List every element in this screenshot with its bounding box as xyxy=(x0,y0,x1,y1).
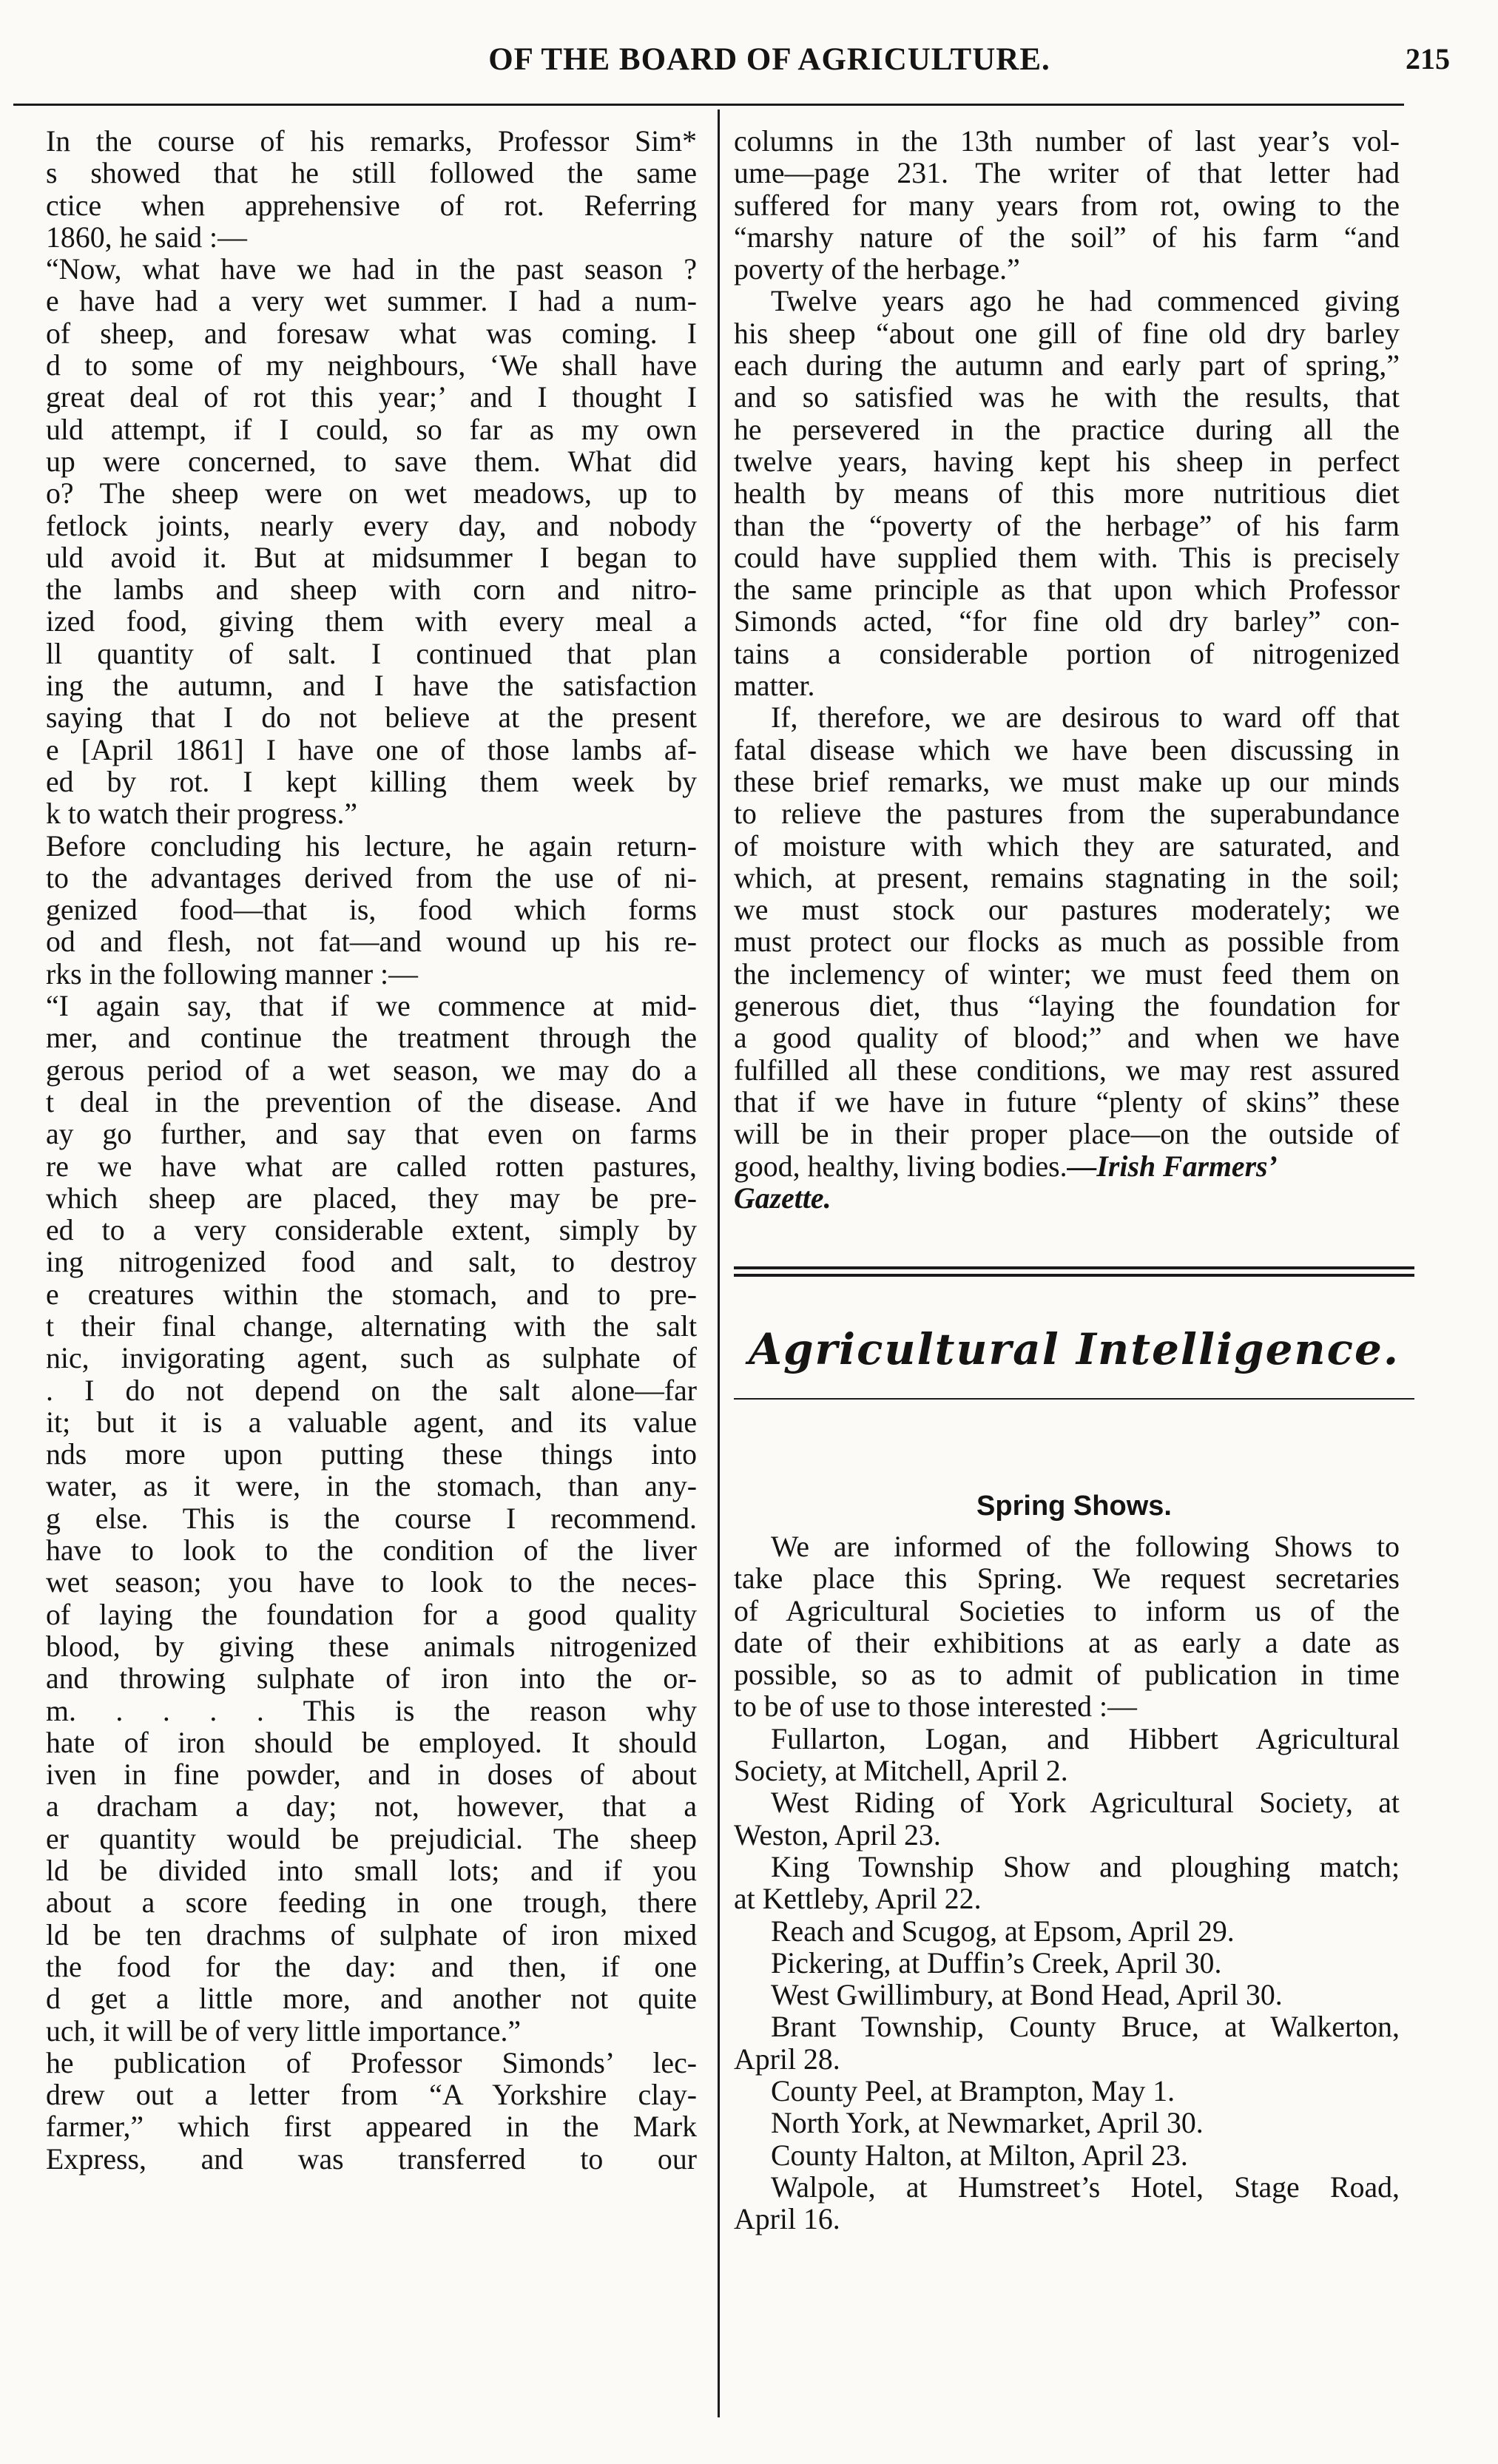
text-line: uld attempt, if I could, so far as my own xyxy=(46,413,697,446)
text-line: We are informed of the following Shows to xyxy=(771,1530,1400,1563)
text-line: blood, by giving these animals nitrogenized xyxy=(46,1630,697,1663)
text-line: saying that I do not believe at the present xyxy=(46,701,697,735)
text-line: uld avoid it. But at midsummer I began to xyxy=(46,541,697,574)
text-line: these brief remarks, we must make up our minds xyxy=(734,765,1400,798)
text-line: g else. This is the course I recommend. xyxy=(46,1502,697,1535)
text-line: and so satisfied was he with the results, that xyxy=(734,381,1400,414)
text-line: s showed that he still followed the same xyxy=(46,157,697,190)
text-line: In the course of his remarks, Professor Sim* xyxy=(46,125,697,158)
text-line: od and flesh, not fat—and wound up his re- xyxy=(46,925,697,959)
text-line: water, as it were, in the stomach, than any- xyxy=(46,1470,697,1503)
text-line: farmer,” which first appeared in the Mark xyxy=(46,2110,697,2144)
section-rule-bottom xyxy=(734,1274,1414,1277)
text-line: the same principle as that upon which Professor xyxy=(734,573,1400,607)
text-line: County Peel, at Brampton, May 1. xyxy=(771,2075,1175,2108)
text-line: ll quantity of salt. I continued that plan xyxy=(46,637,697,670)
section-rule-top xyxy=(734,1266,1414,1269)
text-line: e have had a very wet summer. I had a num- xyxy=(46,285,697,318)
text-line: fatal disease which we have been discussing in xyxy=(734,733,1400,766)
text-line: a dracham a day; not, however, that a xyxy=(46,1790,697,1823)
text-line: which, at present, remains stagnating in the soil; xyxy=(734,861,1400,894)
text-line: mer, and continue the treatment through the xyxy=(46,1022,697,1055)
text-line: he persevered in the practice during all the xyxy=(734,413,1400,446)
text-line: he publication of Professor Simonds’ lec- xyxy=(46,2046,697,2079)
text-line: than the “poverty of the herbage” of his farm xyxy=(734,509,1400,542)
text-line: twelve years, having kept his sheep in perfect xyxy=(734,445,1400,478)
text-line: each during the autumn and early part of spring,” xyxy=(734,349,1400,382)
subheading: Spring Shows. xyxy=(976,1491,1172,1522)
text-line: ld be divided into small lots; and if you xyxy=(46,1854,697,1888)
source-credit: —Irish Farmers’ xyxy=(1067,1150,1278,1183)
text-line: d get a little more, and another not quite xyxy=(46,1982,697,2016)
text-line: have to look to the condition of the liver xyxy=(46,1534,697,1567)
text-line: generous diet, thus “laying the foundation for xyxy=(734,990,1400,1023)
text-line: of sheep, and foresaw what was coming. I xyxy=(46,317,697,350)
page-header xyxy=(44,36,1450,95)
text-line: ctice when apprehensive of rot. Referring xyxy=(46,189,697,222)
text-line: take place this Spring. We request secretaries xyxy=(734,1562,1400,1596)
text-line: could have supplied them with. This is precisely xyxy=(734,541,1400,574)
text-line: Gazette. xyxy=(734,1181,831,1215)
text-line: date of their exhibitions at as early a date as xyxy=(734,1626,1400,1659)
text-line: it; but it is a valuable agent, and its value xyxy=(46,1405,697,1439)
text-line: “Now, what have we had in the past season ? xyxy=(46,253,697,286)
text-line: t their final change, alternating with the salt xyxy=(46,1309,697,1343)
text-line: a good quality of blood;” and when we have xyxy=(734,1022,1400,1055)
text-line: ld be ten drachms of sulphate of iron mixed xyxy=(46,1918,697,1951)
text-line: hate of iron should be employed. It should xyxy=(46,1726,697,1759)
running-title: OF THE BOARD OF AGRICULTURE. xyxy=(488,42,1050,77)
text-line: ing nitrogenized food and salt, to destroy xyxy=(46,1246,697,1279)
text-line: which sheep are placed, they may be pre- xyxy=(46,1181,697,1215)
text-line: we must stock our pastures moderately; we xyxy=(734,894,1400,927)
text-line: m. . . . . This is the reason why xyxy=(46,1694,697,1727)
text-line: to be of use to those interested :— xyxy=(734,1690,1137,1724)
text-line: iven in fine powder, and in doses of about xyxy=(46,1758,697,1792)
text-line: up were concerned, to save them. What did xyxy=(46,445,697,478)
text-line: King Township Show and ploughing match; xyxy=(771,1850,1400,1883)
text-line: fulfilled all these conditions, we may rest assured xyxy=(734,1053,1400,1087)
text-line: Society, at Mitchell, April 2. xyxy=(734,1755,1068,1788)
text-line: If, therefore, we are desirous to ward off that xyxy=(771,701,1400,735)
text-line: ing the autumn, and I have the satisfaction xyxy=(46,669,697,703)
text-line: possible, so as to admit of publication in time xyxy=(734,1658,1400,1692)
text-line: about a score feeding in one trough, there xyxy=(46,1886,697,1920)
right-column xyxy=(734,126,1400,1215)
text-line: West Gwillimbury, at Bond Head, April 30. xyxy=(771,1979,1283,2012)
text-line: his sheep “about one gill of fine old dry barley xyxy=(734,317,1400,350)
text-line: April 16. xyxy=(734,2203,840,2236)
text-line: Simonds acted, “for fine old dry barley” con- xyxy=(734,605,1400,638)
text-line: to the advantages derived from the use of ni- xyxy=(46,861,697,894)
text-line: at Kettleby, April 22. xyxy=(734,1883,982,1916)
text-line: wet season; you have to look to the neces- xyxy=(46,1566,697,1599)
spring-shows-list xyxy=(734,1531,1400,2236)
text-line: d to some of my neighbours, ‘We shall have xyxy=(46,349,697,382)
text-line: columns in the 13th number of last year’s vol- xyxy=(734,125,1400,158)
text-line: k to watch their progress.” xyxy=(46,797,358,831)
text-line: Reach and Scugog, at Epsom, April 29. xyxy=(771,1914,1235,1948)
text-line: re we have what are called rotten pastures, xyxy=(46,1150,697,1183)
text-line: and throwing sulphate of iron into the or- xyxy=(46,1662,697,1695)
text-line: e creatures within the stomach, and to pre- xyxy=(46,1277,697,1311)
section-title-rule xyxy=(734,1398,1414,1400)
text-line: will be in their proper place—on the outside of xyxy=(734,1118,1400,1151)
text-line: t deal in the prevention of the disease. And xyxy=(46,1085,697,1118)
text-line: fetlock joints, nearly every day, and nobody xyxy=(46,509,697,542)
text-line: e [April 1861] I have one of those lambs af- xyxy=(46,733,697,766)
text-line: Weston, April 23. xyxy=(734,1818,941,1852)
text-line: matter. xyxy=(734,669,815,703)
text-line: nds more upon putting these things into xyxy=(46,1438,697,1471)
text-line: Before concluding his lecture, he again return- xyxy=(46,829,697,863)
text-line: the inclemency of winter; we must feed them on xyxy=(734,957,1400,990)
text-line: Fullarton, Logan, and Hibbert Agricultural xyxy=(771,1722,1400,1755)
text-line: “marshy nature of the soil” of his farm “and xyxy=(734,220,1400,254)
text-line: drew out a letter from “A Yorkshire clay- xyxy=(46,2079,697,2112)
text-line: the food for the day: and then, if one xyxy=(46,1950,697,1983)
text-line: of laying the foundation for a good quality xyxy=(46,1598,697,1631)
text-line: ed by rot. I kept killing them week by xyxy=(46,765,697,798)
text-line: April 28. xyxy=(734,2042,840,2076)
text-line: to relieve the pastures from the superabundance xyxy=(734,797,1400,831)
text-line: Pickering, at Duffin’s Creek, April 30. xyxy=(771,1946,1222,1979)
text-line: genized food—that is, food which forms xyxy=(46,894,697,927)
text-line: uch, it will be of very little importance.” xyxy=(46,2014,522,2048)
text-line: North York, at Newmarket, April 30. xyxy=(771,2107,1204,2140)
text-line: 1860, he said :— xyxy=(46,220,247,254)
text-line: nic, invigorating agent, such as sulphate of xyxy=(46,1342,697,1375)
text-line: tains a considerable portion of nitrogenized xyxy=(734,637,1400,670)
text-line: suffered for many years from rot, owing to the xyxy=(734,189,1400,222)
text-line: rks in the following manner :— xyxy=(46,957,418,990)
text-line: good, healthy, living bodies.—Irish Farmers’ xyxy=(734,1150,1278,1183)
text-line: West Riding of York Agricultural Society, at xyxy=(771,1786,1400,1820)
text-line: ume—page 231. The writer of that letter had xyxy=(734,157,1400,190)
text-line: that if we have in future “plenty of skins” these xyxy=(734,1085,1400,1118)
text-line: Twelve years ago he had commenced giving xyxy=(771,285,1400,318)
text-line: o? The sheep were on wet meadows, up to xyxy=(46,477,697,510)
text-line: ized food, giving them with every meal a xyxy=(46,605,697,638)
text-line: great deal of rot this year;’ and I thought I xyxy=(46,381,697,414)
text-line: the lambs and sheep with corn and nitro- xyxy=(46,573,697,607)
text-line: poverty of the herbage.” xyxy=(734,253,1020,286)
page-number: 215 xyxy=(1406,42,1450,75)
text-line: County Halton, at Milton, April 23. xyxy=(771,2139,1188,2172)
text-line: ay go further, and say that even on farms xyxy=(46,1118,697,1151)
text-line: . I do not depend on the salt alone—far xyxy=(46,1374,697,1407)
text-line: Brant Township, County Bruce, at Walkerton, xyxy=(771,2011,1400,2044)
text-line: must protect our flocks as much as possible from xyxy=(734,925,1400,959)
text-line: of Agricultural Societies to inform us of the xyxy=(734,1594,1400,1627)
left-column xyxy=(46,126,697,2176)
section-title: Agricultural Intelligence. xyxy=(748,1324,1400,1374)
text-line: Express, and was transferred to our xyxy=(46,2142,697,2176)
text-line: gerous period of a wet season, we may do a xyxy=(46,1053,697,1087)
text-line: ed to a very considerable extent, simply by xyxy=(46,1214,697,1247)
text-line: of moisture with which they are saturated, and xyxy=(734,829,1400,863)
column-divider xyxy=(718,109,720,2417)
text-line: health by means of this more nutritious diet xyxy=(734,477,1400,510)
text-line: Walpole, at Humstreet’s Hotel, Stage Road, xyxy=(771,2170,1400,2204)
text-line: er quantity would be prejudicial. The sheep xyxy=(46,1822,697,1855)
text-line: “I again say, that if we commence at mid- xyxy=(46,990,697,1023)
header-rule xyxy=(13,104,1404,106)
